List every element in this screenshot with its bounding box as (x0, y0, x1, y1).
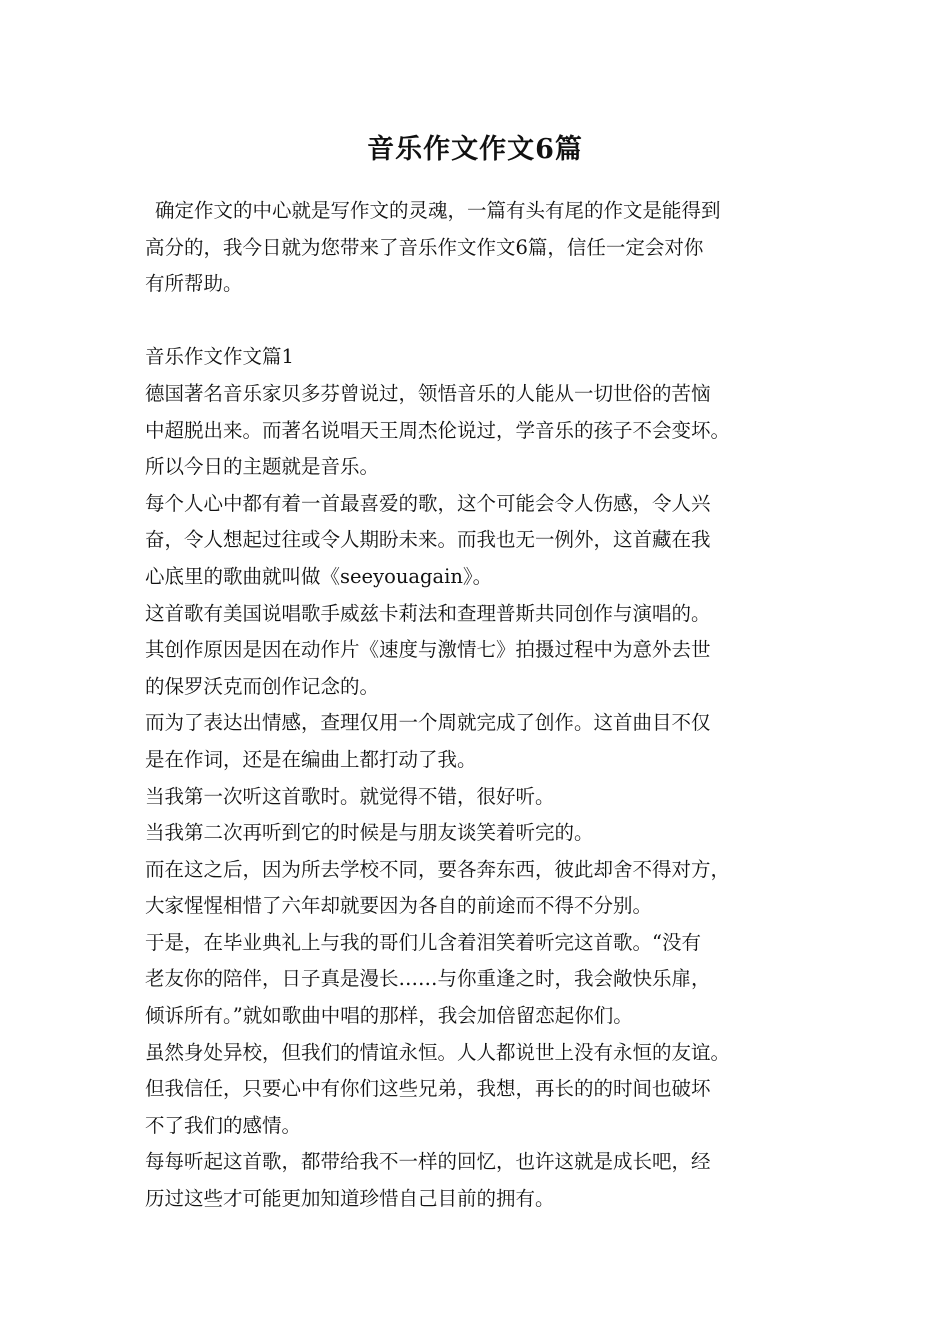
intro-line-1: 确定作文的中心就是写作文的灵魂，一篇有头有尾的作文是能得到 (155, 199, 721, 222)
paragraph-line: 于是，在毕业典礼上与我的哥们儿含着泪笑着听完这首歌。“没有 (145, 930, 701, 954)
paragraph-line: 德国著名音乐家贝多芬曾说过，领悟音乐的人能从一切世俗的苦恼 (145, 381, 711, 405)
paragraph-line: 每每听起这首歌，都带给我不一样的回忆，也许这就是成长吧，经 (145, 1150, 711, 1174)
paragraph-line: 而在这之后，因为所去学校不同，要各奔东西，彼此却舍不得对方， (145, 857, 731, 881)
paragraph-line: 大家惺惺相惜了六年却就要因为各自的前途而不得不分别。 (145, 894, 653, 918)
paragraph-line: 当我第一次听这首歌时。就觉得不错，很好听。 (145, 784, 555, 808)
paragraph-line: 但我信任，只要心中有你们这些兄弟，我想，再长的的时间也破坏 (145, 1077, 711, 1101)
paragraph-line: 这首歌有美国说唱歌手威兹卡莉法和查理普斯共同创作与演唱的。 (145, 601, 711, 625)
paragraph-line: 每个人心中都有着一首最喜爱的歌，这个可能会令人伤感，令人兴 (145, 491, 711, 515)
paragraph-line: 是在作词，还是在编曲上都打动了我。 (145, 747, 477, 771)
paragraph-line: 其创作原因是因在动作片《速度与激情七》拍摄过程中为意外去世 (145, 638, 711, 662)
paragraph-line: 所以今日的主题就是音乐。 (145, 455, 380, 479)
paragraph-line: 不了我们的感情。 (145, 1113, 302, 1137)
paragraph-line: 中超脱出来。而著名说唱天王周杰伦说过，学音乐的孩子不会变坏。 (145, 418, 731, 442)
intro-line-2: 高分的，我今日就为您带来了音乐作文作文6篇，信任一定会对你 (145, 235, 704, 259)
paragraph-line: 老友你的陪伴，日子真是漫长……与你重逢之时，我会敞快乐扉， (145, 967, 711, 991)
paragraph-line: 而为了表达出情感，查理仅用一个周就完成了创作。这首曲目不仅 (145, 711, 711, 735)
document-body (145, 193, 835, 1218)
paragraph-line: 奋，令人想起过往或令人期盼未来。而我也无一例外，这首藏在我 (145, 528, 711, 552)
paragraph-line: 虽然身处异校，但我们的情谊永恒。人人都说世上没有永恒的友谊。 (145, 1040, 731, 1064)
blank-line (145, 303, 835, 340)
document-title: 音乐作文作文6篇 (367, 134, 583, 165)
paragraph-line: 当我第二次再听到它的时候是与朋友谈笑着听完的。 (145, 821, 594, 845)
section-heading: 音乐作文作文篇1 (145, 345, 294, 369)
paragraph-line: 历过这些才可能更加知道珍惜自己目前的拥有。 (145, 1187, 555, 1211)
paragraph-line: 的保罗沃克而创作记念的。 (145, 674, 380, 698)
paragraph-line: 心底里的歌曲就叫做《seeyouagain》。 (145, 564, 493, 588)
paragraph-line: 倾诉所有。”就如歌曲中唱的那样，我会加倍留恋起你们。 (145, 1004, 633, 1028)
intro-line-3: 有所帮助。 (145, 272, 243, 296)
